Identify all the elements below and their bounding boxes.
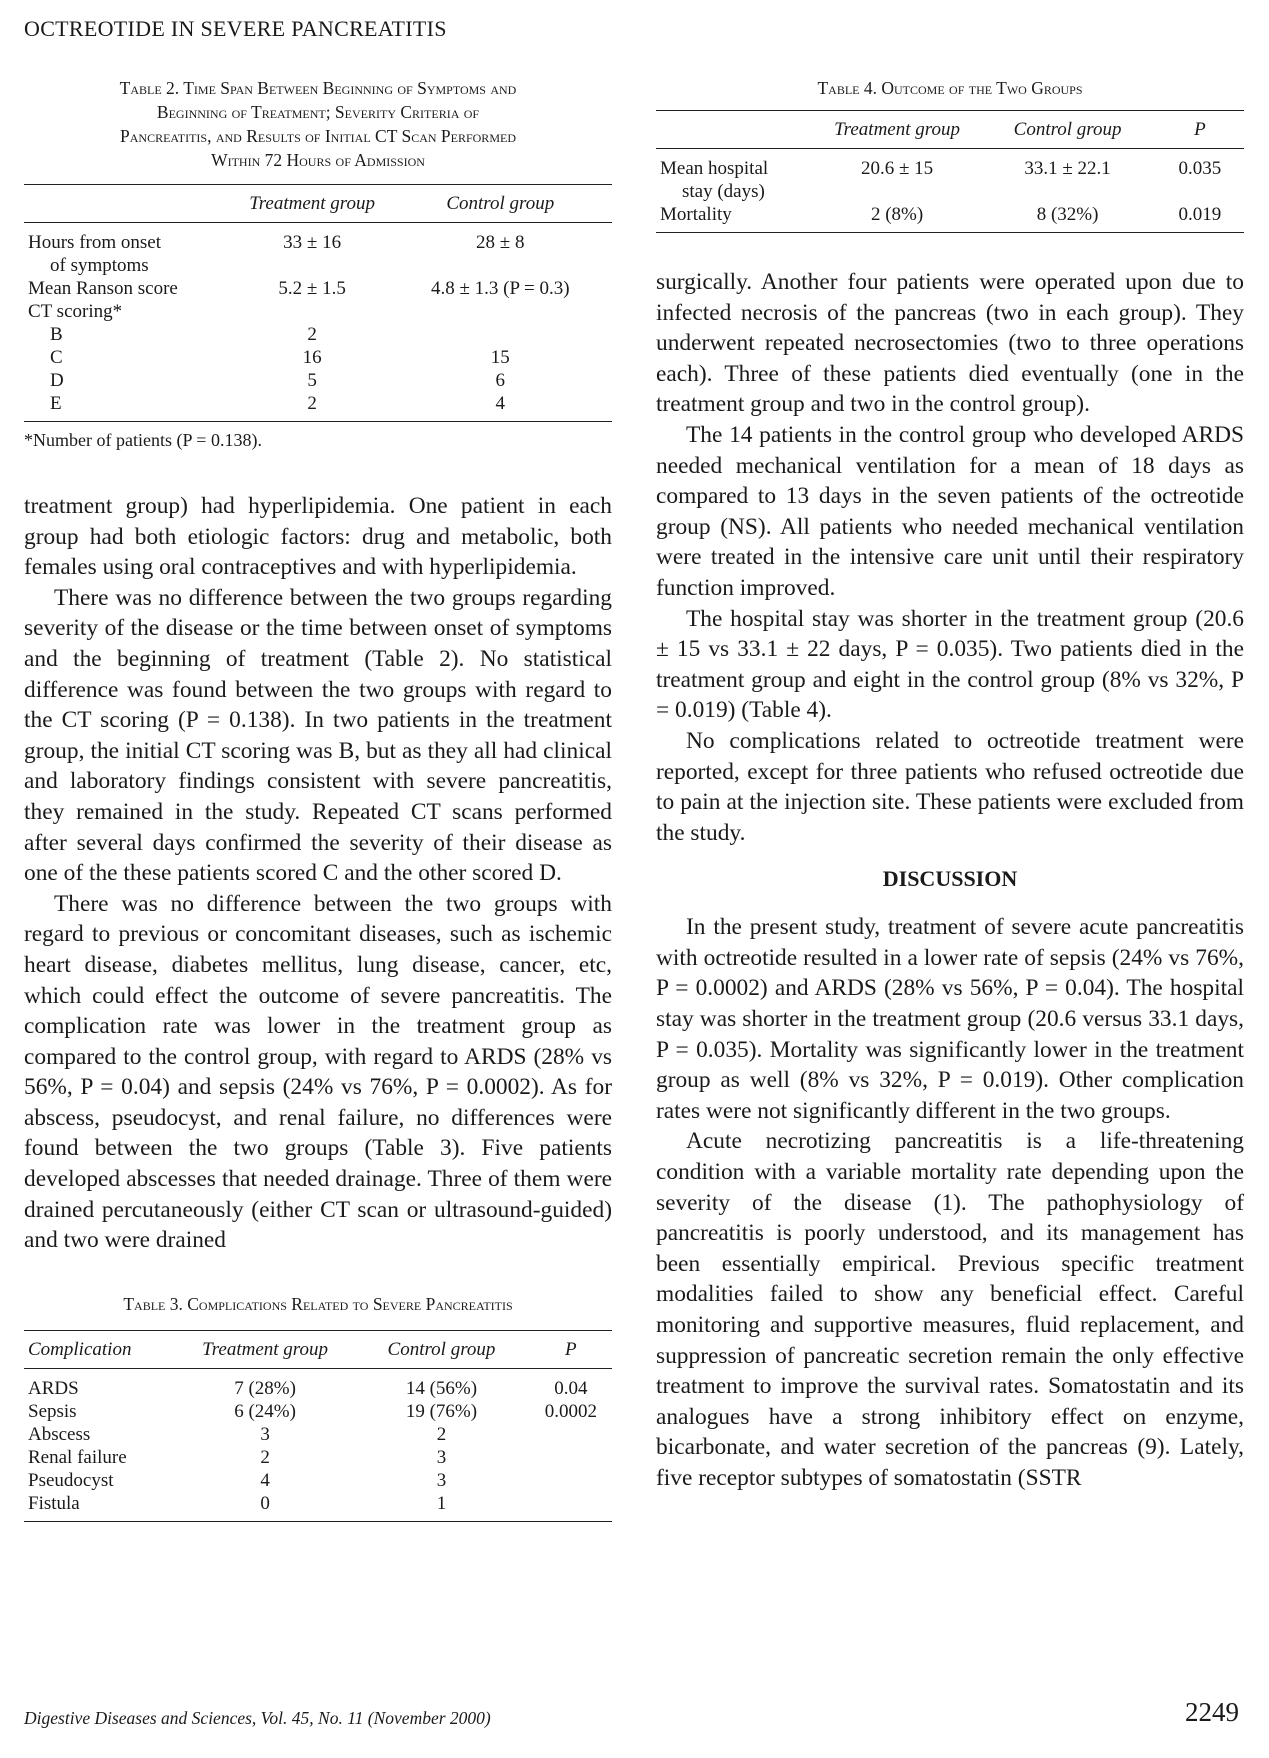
table3-cell: 3 [436, 1469, 447, 1491]
table4-cell: Mean hospital [660, 158, 769, 179]
table3-grid [24, 1330, 612, 1522]
table3-row [24, 1469, 612, 1492]
table2-row [24, 223, 612, 255]
table3-cell: 1 [436, 1492, 447, 1514]
table4-header: Treatment group [834, 119, 960, 140]
table3-header: Treatment group [202, 1338, 328, 1360]
table3-header: P [565, 1338, 577, 1360]
table3-cell: 2 [260, 1446, 270, 1468]
table2-cell [389, 254, 612, 277]
table2-cell: 4.8 ± 1.3 (P = 0.3) [430, 278, 570, 299]
paragraph: surgically. Another four patients were operated upon due to infected necrosis of the pancreas (two in each group). They underwent repeated necrosectomies (two to three operations each). Three of these patients died eventually (one in the treatment group and two in the control group). [656, 269, 1244, 418]
table3-caption: Table 3. Complications Related to Severe Pancreatitis [123, 1293, 513, 1314]
table4-cell: 0.035 [1178, 158, 1222, 179]
paragraph: Acute necrotizing pancreatitis is a life-threatening condition with a variable mortality rate depending upon the severity of the disease (1). The pathophysiology of pancreatitis is poorly understood, and its management has been essentially empirical. Previous specific treatment modalities failed to show any beneficial effect. Careful monitoring and supportive measures, fluid replacement, and suppression of pancreatic secretion remain the only effective treatment to improve the survival rates. Somatostatin and its analogues have a strong inhibitory effect on enzyme, bicarbonate, and water secretion of the pancreas (9). Lately, five receptor subtypes of somatostatin (SSTR [656, 1128, 1244, 1491]
right-body-text-top [656, 267, 1244, 848]
table2-row [24, 254, 612, 277]
table2-cell [236, 254, 389, 277]
table3-cell: ARDS [28, 1377, 79, 1399]
table2-caption [24, 76, 612, 172]
table4-caption: Table 4. Outcome of the Two Groups [817, 78, 1083, 98]
right-column [656, 76, 1244, 1494]
table2-cell: 28 ± 8 [476, 232, 525, 253]
table3-header: Control group [387, 1338, 496, 1360]
table2-caption-line: Table 2. Time Span Between Beginning of Symptoms and [119, 78, 517, 98]
table3-cell: 7 (28%) [234, 1377, 296, 1399]
table2-row [24, 392, 612, 422]
table2-header [24, 185, 236, 223]
table2-cell: 33 ± 16 [283, 232, 342, 253]
paragraph: In the present study, treatment of severe acute pancreatitis with octreotide resulted in a lower rate of sepsis (24% vs 76%, P = 0.0002) and ARDS (28% vs 56%, P = 0.04). The hospital stay was shorter in the treatment group (20.6 versus 33.1 days, P = 0.035). Mortality was significantly lower in the treatment group as well (8% vs 32%, P = 0.019). Other complication rates were not significantly different in the two groups. [656, 914, 1244, 1124]
table4-cell [1156, 180, 1244, 203]
table3-cell: 3 [260, 1423, 270, 1445]
table2 [24, 76, 612, 451]
table3-cell: 0.04 [554, 1377, 588, 1399]
table4-row [656, 180, 1244, 203]
table3-cell: Sepsis [28, 1400, 77, 1422]
table4-grid [656, 110, 1244, 233]
table2-footnote: *Number of patients (P = 0.138). [24, 430, 262, 450]
table2-cell: D [50, 370, 64, 391]
table2-cell [389, 323, 612, 346]
table2-row [24, 323, 612, 346]
table3-cell [530, 1492, 612, 1522]
paragraph: There was no difference between the two groups with regard to previous or concomitant diseases, such as ischemic heart disease, diabetes mellitus, lung disease, cancer, etc, which could effect the outcome of severe pancreatitis. The complication rate was lower in the treatment group as compared to the control group, with regard to ARDS (28% vs 56%, P = 0.04) and sepsis (24% vs 76%, P = 0.0002). As for abscess, pseudocyst, and renal failure, no differences were found between the two groups (Table 3). Five patients developed abscesses that needed drainage. Three of them were drained percutaneously (either CT scan or ultrasound-guided) and two were drained [24, 890, 612, 1254]
table2-row [24, 300, 612, 323]
table2-grid [24, 184, 612, 422]
table2-cell: 6 [495, 370, 506, 391]
table4-cell: 33.1 ± 22.1 [1024, 158, 1111, 179]
table2-cell: E [50, 393, 62, 414]
paragraph: The 14 patients in the control group who developed ARDS needed mechanical ventilation for a mean of 18 days as compared to 13 days in the seven patients of the octreotide group (NS). All patients who needed mechanical ventilation were treated in the intensive care unit until their respiratory function improved. [656, 421, 1244, 601]
table2-cell: B [50, 324, 63, 345]
table4-header: P [1194, 119, 1206, 140]
table2-row [24, 369, 612, 392]
table2-cell [389, 300, 612, 323]
table3-cell: 6 (24%) [234, 1400, 296, 1422]
table3-cell: Pseudocyst [28, 1469, 114, 1491]
table4-cell: 2 (8%) [870, 204, 924, 225]
table3-row [24, 1423, 612, 1446]
table4-cell: 8 (32%) [1036, 204, 1099, 225]
table2-cell: 15 [490, 347, 510, 368]
running-head: OCTREOTIDE IN SEVERE PANCREATITIS [24, 16, 447, 41]
table2-cell: 5.2 ± 1.5 [278, 278, 346, 299]
table2-cell [236, 300, 389, 323]
table2-cell: 2 [307, 393, 317, 414]
table4-row [656, 149, 1244, 181]
table2-cell: 16 [302, 347, 322, 368]
table2-cell: of symptoms [50, 255, 149, 276]
table3-cell: 2 [436, 1423, 447, 1445]
table3-cell: 0 [260, 1492, 270, 1514]
left-body-text [24, 491, 612, 1256]
table4-header: Control group [1013, 119, 1122, 140]
table3-cell: 19 (76%) [405, 1400, 478, 1422]
paragraph: There was no difference between the two groups regarding severity of the disease or the time between onset of symptoms and the beginning of treatment (Table 2). No statistical difference was found between the two groups with regard to the CT scoring (P = 0.138). In two patients in the treatment group, the initial CT scoring was B, but as they all had clinical and laboratory findings consistent with severe pancreatitis, they remained in the study. Repeated CT scans performed after several days confirmed the severity of their disease as one of the these patients scored C and the other scored D. [24, 584, 612, 887]
table2-row [24, 277, 612, 300]
discussion-heading: DISCUSSION [882, 866, 1018, 892]
table2-header: Control group [446, 193, 555, 214]
table2-cell: C [50, 347, 63, 368]
table3-body [24, 1368, 612, 1521]
table3-row [24, 1400, 612, 1423]
table2-caption-line: Beginning of Treatment; Severity Criteria of [156, 102, 480, 122]
table2-caption-line: Pancreatitis, and Results of Initial CT Scan Performed [120, 126, 516, 146]
table4-cell: 20.6 ± 15 [860, 158, 934, 179]
table4-cell [815, 180, 980, 203]
table4-cell: 0.019 [1178, 204, 1222, 225]
table2-body [24, 223, 612, 422]
table3-row [24, 1368, 612, 1400]
table3-cell: 14 (56%) [405, 1377, 478, 1399]
table2-cell: 2 [307, 324, 317, 345]
table4 [656, 76, 1244, 233]
table2-header: Treatment group [249, 193, 375, 214]
table4-cell [979, 180, 1155, 203]
table3-cell: Abscess [28, 1423, 91, 1445]
paragraph: The hospital stay was shorter in the treatment group (20.6 ± 15 vs 33.1 ± 22 days, P = 0.035). Two patients died in the treatment group and eight in the control group (8% vs 32%, P = 0.019) (Table 4). [656, 605, 1244, 724]
table3-cell: Fistula [28, 1492, 80, 1514]
table4-cell: stay (days) [682, 181, 765, 202]
table2-cell: Hours from onset [28, 232, 161, 253]
left-column [24, 76, 612, 1522]
right-body-text-bottom [656, 912, 1244, 1493]
table3-cell: 0.0002 [544, 1400, 597, 1422]
table2-row [24, 346, 612, 369]
table4-cell: Mortality [660, 204, 732, 225]
journal-footer: Digestive Diseases and Sciences, Vol. 45, No. 11 (November 2000) [24, 1708, 491, 1728]
table3-cell [530, 1469, 612, 1492]
table3-row [24, 1446, 612, 1469]
table3 [24, 1292, 612, 1522]
table2-cell: 4 [495, 393, 506, 414]
paragraph: No complications related to octreotide treatment were reported, except for three patients who refused octreotide due to pain at the injection site. These patients were excluded from the study. [656, 727, 1244, 846]
table4-header [656, 111, 815, 149]
table3-cell: 3 [436, 1446, 447, 1468]
table2-cell: 5 [307, 370, 317, 391]
table3-cell [530, 1446, 612, 1469]
table2-caption-line: Within 72 Hours of Admission [211, 150, 425, 170]
paragraph: treatment group) had hyperlipidemia. One patient in each group had both etiologic factors: drug and metabolic, both females using oral contraceptives and with hyperlipidemia. [24, 493, 612, 581]
table4-row [656, 203, 1244, 233]
table2-cell: CT scoring* [28, 301, 123, 322]
table3-cell: Renal failure [28, 1446, 127, 1468]
table4-body [656, 149, 1244, 233]
table3-cell: 4 [260, 1469, 270, 1491]
table3-header: Complication [28, 1338, 132, 1360]
table2-cell: Mean Ranson score [28, 278, 178, 299]
table3-row [24, 1492, 612, 1522]
table3-cell [530, 1423, 612, 1446]
page-number: 2249 [1185, 1697, 1239, 1727]
